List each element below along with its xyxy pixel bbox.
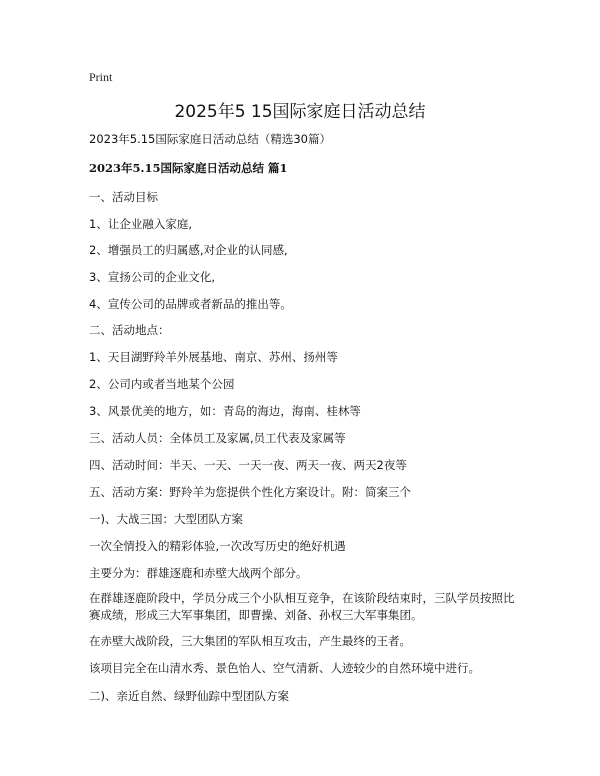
text-line: 二)、亲近自然、绿野仙踪中型团队方案: [89, 689, 289, 703]
text-line: 该项目完全在山清水秀、景色怡人、空气清新、人迹较少的自然环境中进行。: [89, 661, 480, 675]
text-line: 1、让企业融入家庭,: [89, 217, 192, 231]
text-line: 一)、大战三国：大型团队方案: [89, 512, 243, 526]
text-line: 4、宣传公司的品牌或者新品的推出等。: [89, 297, 292, 311]
text-line: 3、风景优美的地方，如：青岛的海边，海南、桂林等: [89, 404, 361, 418]
text-line: 2、公司内或者当地某个公园: [89, 377, 235, 391]
paragraph: 在群雄逐鹿阶段中，学员分成三个小队相互竞争，在该阶段结束时，三队学员按照比赛成绩，形成三大军事集团，即曹操、刘备、孙权三大军事集团。: [89, 591, 515, 622]
text-line: 3、宣扬公司的企业文化,: [89, 270, 215, 284]
text-line: 四、活动时间：半天、一天、一天一夜、两天一夜、两天2夜等: [89, 458, 407, 472]
text-line: 五、活动方案：野羚羊为您提供个性化方案设计。附：简案三个: [89, 485, 411, 499]
text-line: 主要分为：群雄逐鹿和赤壁大战两个部分。: [89, 566, 308, 580]
document-title: 2025年5 15国际家庭日活动总结: [174, 102, 426, 122]
text-line: 二、活动地点：: [89, 323, 170, 337]
print-label[interactable]: Print: [89, 70, 113, 84]
document-subtitle: 2023年5.15国际家庭日活动总结（精选30篇）: [89, 132, 332, 146]
text-line: 三、活动人员：全体员工及家属,员工代表及家属等: [89, 431, 346, 445]
section-heading: 2023年5.15国际家庭日活动总结 篇1: [89, 161, 288, 175]
text-line: 在赤壁大战阶段，三大集团的军队相互攻击，产生最终的王者。: [89, 634, 411, 648]
text-line: 一、活动目标: [89, 190, 158, 204]
text-line: 2、增强员工的归属感,对企业的认同感,: [89, 243, 288, 257]
text-line: 一次全情投入的精彩体验,一次改写历史的绝好机遇: [89, 539, 346, 553]
text-line: 1、天目湖野羚羊外展基地、南京、苏州、扬州等: [89, 350, 338, 364]
